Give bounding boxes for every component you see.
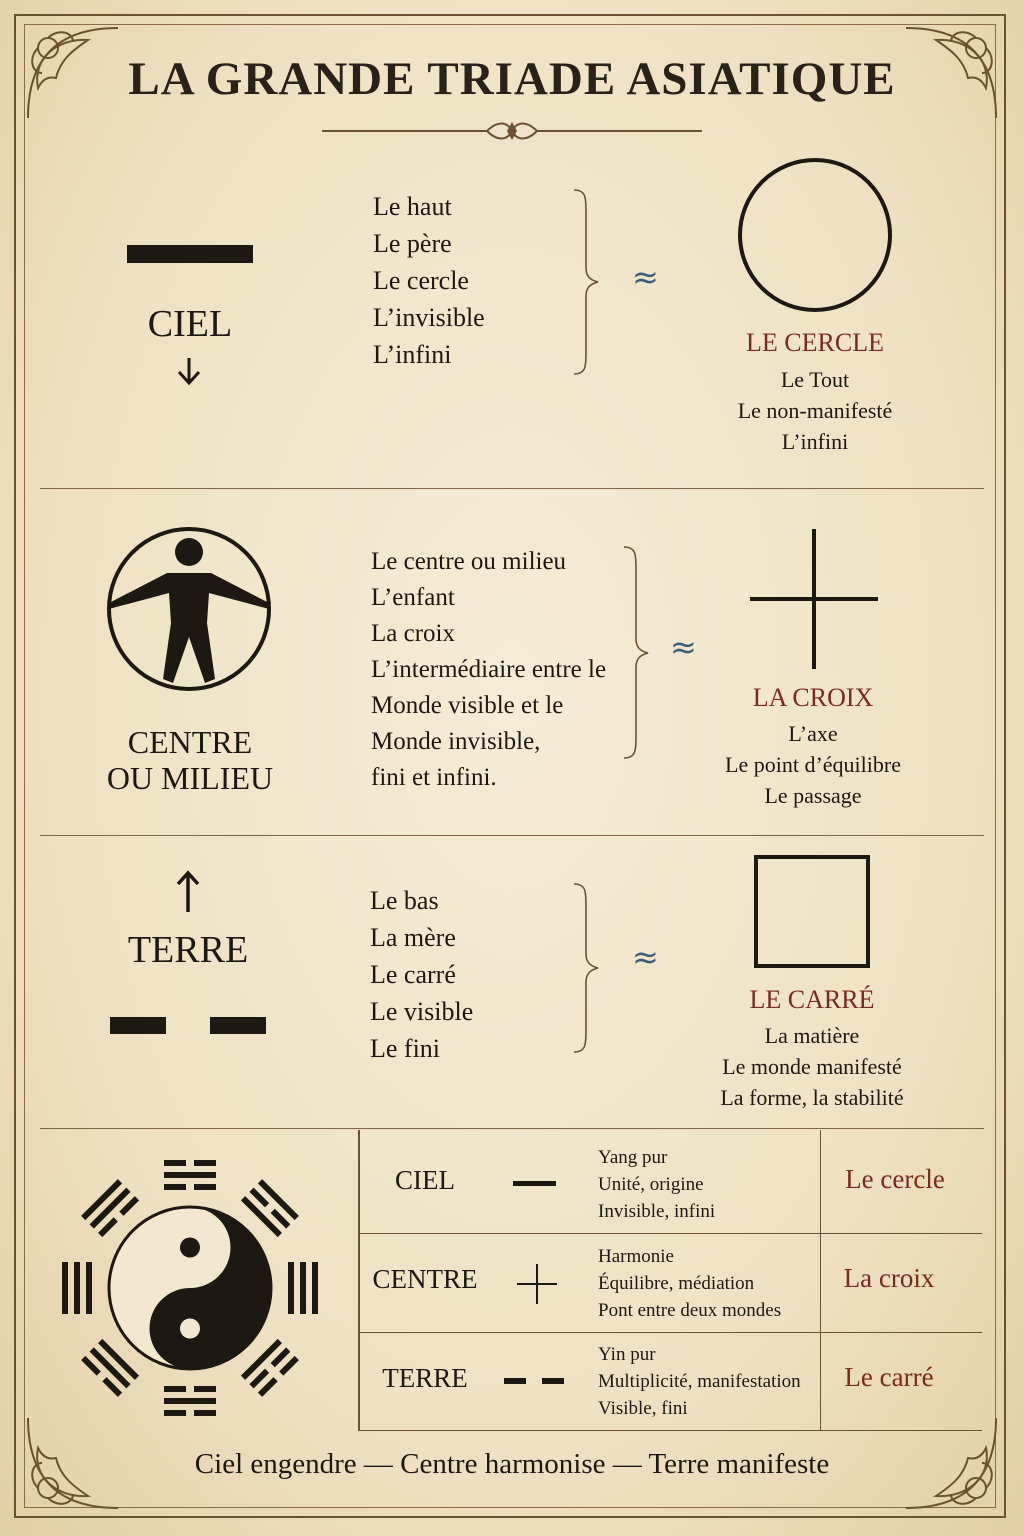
table-row-desc — [598, 1144, 715, 1225]
cross-icon — [748, 527, 880, 671]
table-row-shape: Le carré — [844, 1362, 934, 1392]
section-divider — [40, 488, 984, 489]
section-divider — [40, 835, 984, 836]
list-item: L’infini — [373, 340, 452, 369]
list-item: Le haut — [373, 192, 452, 221]
yang-line-icon — [127, 245, 253, 263]
terre-list — [370, 882, 473, 1067]
shape-desc-croix — [678, 718, 948, 811]
list-item: Le centre ou milieu — [371, 548, 567, 575]
arrow-down-icon — [176, 356, 202, 386]
label-line: OU MILIEU — [106, 760, 274, 796]
desc-line: Yin pur — [598, 1344, 656, 1365]
square-icon — [754, 855, 870, 968]
table-border-col — [820, 1130, 821, 1430]
list-item: Monde visible et le — [371, 692, 564, 719]
shape-title-carre: LE CARRÉ — [749, 985, 875, 1014]
shape-title-croix: LA CROIX — [752, 683, 874, 712]
approx-symbol: ≈ — [632, 938, 659, 976]
centre-list — [371, 544, 606, 796]
list-item: fini et infini. — [371, 764, 497, 791]
yang-line-icon — [513, 1181, 556, 1186]
list-item: Le fini — [370, 1034, 441, 1063]
list-item: Le bas — [370, 886, 439, 915]
desc-line: La matière — [764, 1023, 860, 1048]
table-row-shape: La croix — [843, 1263, 935, 1293]
table-row-name: TERRE — [382, 1363, 468, 1393]
desc-line: Unité, origine — [598, 1174, 704, 1195]
list-item: L’invisible — [373, 303, 485, 332]
brace-icon — [620, 545, 652, 760]
section-divider — [40, 1128, 984, 1129]
table-row-desc — [598, 1243, 781, 1324]
centre-label — [70, 724, 310, 796]
vitruvian-man-icon — [97, 527, 281, 697]
list-item: La croix — [371, 620, 455, 647]
page-title: LA GRANDE TRIADE ASIATIQUE — [128, 53, 896, 105]
desc-line: Visible, fini — [598, 1398, 688, 1419]
desc-line: Pont entre deux mondes — [598, 1300, 782, 1321]
table-row-divider — [358, 1233, 982, 1234]
list-item: Monde invisible, — [371, 728, 541, 755]
desc-line: Le Tout — [780, 367, 850, 392]
table-row-shape: Le cercle — [845, 1164, 945, 1194]
list-item: Le carré — [370, 960, 456, 989]
ciel-list — [373, 188, 485, 373]
table-row-name: CIEL — [395, 1165, 455, 1195]
desc-line: Multiplicité, manifestation — [598, 1371, 801, 1392]
desc-line: Harmonie — [598, 1246, 674, 1267]
table-border-bottom — [358, 1430, 982, 1431]
table-row-divider — [358, 1332, 982, 1333]
desc-line: Équilibre, médiation — [598, 1273, 755, 1294]
desc-line: Le non-manifesté — [737, 398, 893, 423]
table-row-name: CENTRE — [372, 1264, 478, 1294]
footer-motto: Ciel engendre — Centre harmonise — Terre manifeste — [194, 1448, 830, 1480]
list-item: Le père — [373, 229, 452, 258]
shape-desc-cercle — [680, 364, 950, 457]
bagua-yin-yang-icon — [40, 1133, 356, 1443]
desc-line: Le point d’équilibre — [725, 752, 901, 777]
desc-line: L’axe — [788, 721, 838, 746]
desc-line: L’infini — [781, 429, 849, 454]
list-item: L’enfant — [371, 584, 455, 611]
cross-icon — [516, 1263, 558, 1305]
list-item: Le cercle — [373, 266, 469, 295]
yin-line-right-icon — [542, 1378, 564, 1384]
desc-line: La forme, la stabilité — [720, 1085, 904, 1110]
table-row-desc — [598, 1341, 801, 1422]
shape-title-cercle: LE CERCLE — [746, 328, 884, 357]
ciel-label: CIEL — [147, 303, 233, 345]
yin-line-right-icon — [210, 1017, 266, 1034]
table-border-left — [358, 1130, 360, 1430]
desc-line: Yang pur — [598, 1147, 668, 1168]
yin-line-left-icon — [504, 1378, 526, 1384]
desc-line: Invisible, infini — [598, 1201, 716, 1222]
desc-line: Le passage — [764, 783, 862, 808]
brace-icon — [570, 882, 602, 1054]
arrow-up-icon — [175, 870, 201, 914]
label-line: CENTRE — [127, 724, 253, 760]
approx-symbol: ≈ — [670, 628, 697, 666]
title-flourish — [312, 116, 712, 146]
brace-icon — [570, 188, 602, 376]
shape-desc-carre — [677, 1020, 947, 1113]
list-item: L’intermédiaire entre le — [371, 656, 607, 683]
approx-symbol: ≈ — [632, 258, 659, 296]
yin-line-left-icon — [110, 1017, 166, 1034]
circle-icon — [735, 155, 895, 315]
terre-label: TERRE — [127, 929, 249, 971]
list-item: La mère — [370, 923, 456, 952]
list-item: Le visible — [370, 997, 474, 1026]
desc-line: Le monde manifesté — [722, 1054, 902, 1079]
